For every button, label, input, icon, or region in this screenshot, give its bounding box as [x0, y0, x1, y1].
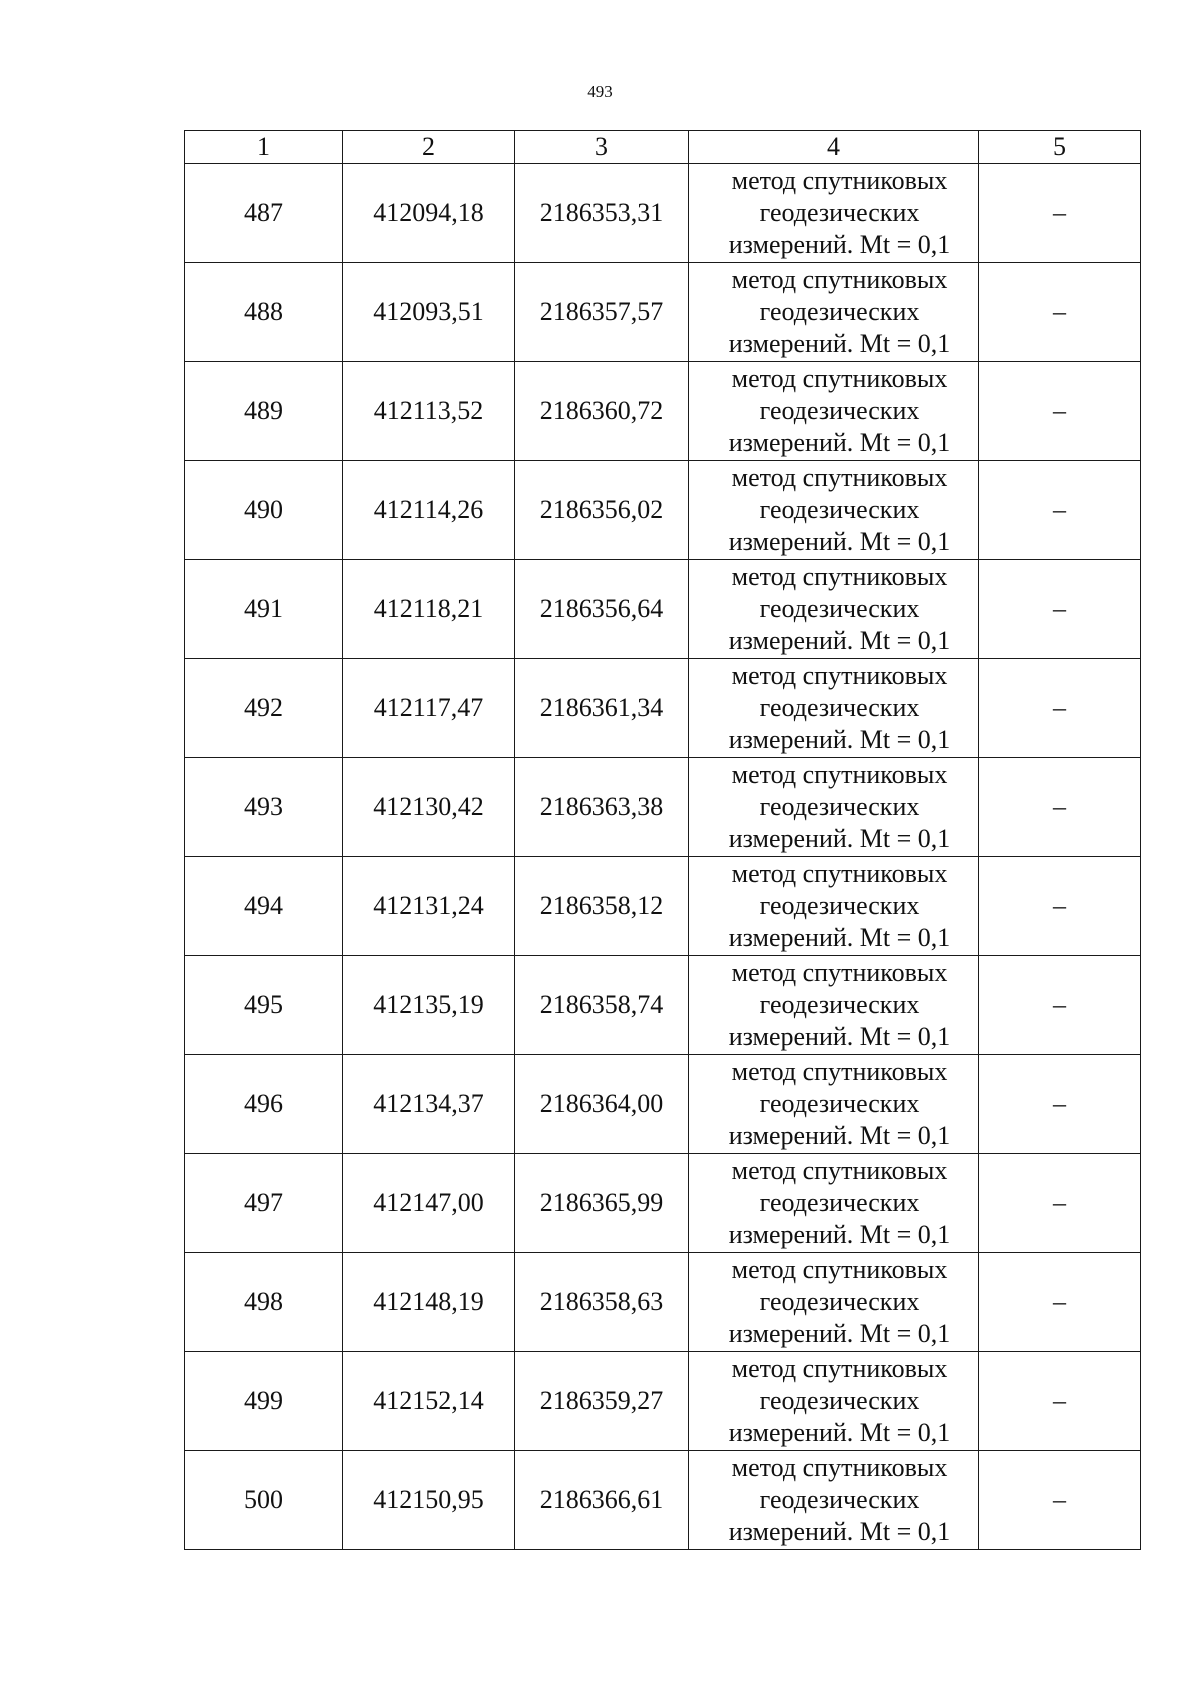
- point-number-cell: 490: [185, 461, 343, 560]
- method-cell: [689, 857, 979, 956]
- method-text-line: геодезических: [759, 792, 920, 821]
- x-coordinate-cell: 412134,37: [343, 1055, 515, 1154]
- method-cell: [689, 758, 979, 857]
- method-text-line: геодезических: [759, 1485, 920, 1514]
- table-row: [185, 560, 1141, 659]
- point-number-cell: 499: [185, 1352, 343, 1451]
- method-text-line: метод спутниковых: [731, 1255, 948, 1284]
- x-coordinate-cell: 412093,51: [343, 263, 515, 362]
- x-coordinate-cell: 412150,95: [343, 1451, 515, 1550]
- point-number-cell: 488: [185, 263, 343, 362]
- table-row: [185, 659, 1141, 758]
- method-text-line: измерений. Mt = 0,1: [728, 1319, 951, 1348]
- note-cell: –: [979, 758, 1141, 857]
- table-row: [185, 263, 1141, 362]
- note-cell: –: [979, 1352, 1141, 1451]
- note-cell: –: [979, 362, 1141, 461]
- method-text-line: метод спутниковых: [731, 1156, 948, 1185]
- table-row: [185, 362, 1141, 461]
- y-coordinate-cell: 2186358,12: [515, 857, 689, 956]
- method-cell: [689, 1352, 979, 1451]
- y-coordinate-cell: 2186363,38: [515, 758, 689, 857]
- x-coordinate-cell: 412135,19: [343, 956, 515, 1055]
- method-text-line: метод спутниковых: [731, 1354, 948, 1383]
- column-header-3: 3: [515, 131, 689, 164]
- method-text-line: геодезических: [759, 693, 920, 722]
- point-number-cell: 495: [185, 956, 343, 1055]
- method-text-line: метод спутниковых: [731, 760, 948, 789]
- table-row: [185, 1352, 1141, 1451]
- method-cell: [689, 362, 979, 461]
- method-text-line: измерений. Mt = 0,1: [728, 824, 951, 853]
- note-cell: –: [979, 560, 1141, 659]
- y-coordinate-cell: 2186358,74: [515, 956, 689, 1055]
- method-cell: [689, 1055, 979, 1154]
- y-coordinate-cell: 2186359,27: [515, 1352, 689, 1451]
- method-text-line: геодезических: [759, 495, 920, 524]
- method-cell: [689, 461, 979, 560]
- table-row: [185, 758, 1141, 857]
- table-row: [185, 1154, 1141, 1253]
- table-body: [185, 131, 1141, 1550]
- table-row: [185, 1451, 1141, 1550]
- method-text-line: измерений. Mt = 0,1: [728, 725, 951, 754]
- point-number-cell: 498: [185, 1253, 343, 1352]
- note-cell: –: [979, 956, 1141, 1055]
- method-text-line: измерений. Mt = 0,1: [728, 1022, 951, 1051]
- method-text-line: метод спутниковых: [731, 661, 948, 690]
- method-cell: [689, 263, 979, 362]
- method-text-line: метод спутниковых: [731, 1453, 948, 1482]
- column-header-4: 4: [689, 131, 979, 164]
- method-text-line: метод спутниковых: [731, 166, 948, 195]
- x-coordinate-cell: 412131,24: [343, 857, 515, 956]
- point-number-cell: 497: [185, 1154, 343, 1253]
- method-text-line: измерений. Mt = 0,1: [728, 329, 951, 358]
- method-cell: [689, 1154, 979, 1253]
- x-coordinate-cell: 412094,18: [343, 164, 515, 263]
- method-cell: [689, 164, 979, 263]
- method-text-line: измерений. Mt = 0,1: [728, 527, 951, 556]
- table-row: [185, 1055, 1141, 1154]
- point-number-cell: 493: [185, 758, 343, 857]
- note-cell: –: [979, 857, 1141, 956]
- x-coordinate-cell: 412117,47: [343, 659, 515, 758]
- method-text-line: метод спутниковых: [731, 859, 948, 888]
- method-cell: [689, 560, 979, 659]
- y-coordinate-cell: 2186360,72: [515, 362, 689, 461]
- method-text-line: геодезических: [759, 198, 920, 227]
- page-number: 493: [587, 82, 613, 101]
- y-coordinate-cell: 2186361,34: [515, 659, 689, 758]
- method-cell: [689, 1451, 979, 1550]
- y-coordinate-cell: 2186365,99: [515, 1154, 689, 1253]
- method-cell: [689, 659, 979, 758]
- table-row: [185, 956, 1141, 1055]
- y-coordinate-cell: 2186366,61: [515, 1451, 689, 1550]
- note-cell: –: [979, 659, 1141, 758]
- method-text-line: метод спутниковых: [731, 463, 948, 492]
- x-coordinate-cell: 412130,42: [343, 758, 515, 857]
- note-cell: –: [979, 1451, 1141, 1550]
- method-text-line: метод спутниковых: [731, 265, 948, 294]
- method-text-line: геодезических: [759, 396, 920, 425]
- method-text-line: геодезических: [759, 1287, 920, 1316]
- method-text-line: измерений. Mt = 0,1: [728, 1220, 951, 1249]
- method-text-line: геодезических: [759, 1188, 920, 1217]
- method-text-line: геодезических: [759, 990, 920, 1019]
- method-text-line: измерений. Mt = 0,1: [728, 626, 951, 655]
- point-number-cell: 494: [185, 857, 343, 956]
- method-text-line: геодезических: [759, 297, 920, 326]
- method-text-line: измерений. Mt = 0,1: [728, 923, 951, 952]
- method-text-line: метод спутниковых: [731, 1057, 948, 1086]
- x-coordinate-cell: 412113,52: [343, 362, 515, 461]
- column-header-2: 2: [343, 131, 515, 164]
- point-number-cell: 489: [185, 362, 343, 461]
- method-text-line: геодезических: [759, 594, 920, 623]
- method-text-line: измерений. Mt = 0,1: [728, 230, 951, 259]
- method-text-line: геодезических: [759, 891, 920, 920]
- x-coordinate-cell: 412147,00: [343, 1154, 515, 1253]
- column-header-1: 1: [185, 131, 343, 164]
- method-text-line: измерений. Mt = 0,1: [728, 428, 951, 457]
- method-text-line: геодезических: [759, 1386, 920, 1415]
- y-coordinate-cell: 2186357,57: [515, 263, 689, 362]
- y-coordinate-cell: 2186364,00: [515, 1055, 689, 1154]
- note-cell: –: [979, 263, 1141, 362]
- method-cell: [689, 1253, 979, 1352]
- note-cell: –: [979, 461, 1141, 560]
- method-text-line: геодезических: [759, 1089, 920, 1118]
- y-coordinate-cell: 2186356,02: [515, 461, 689, 560]
- x-coordinate-cell: 412118,21: [343, 560, 515, 659]
- method-text-line: измерений. Mt = 0,1: [728, 1517, 951, 1546]
- method-text-line: метод спутниковых: [731, 364, 948, 393]
- x-coordinate-cell: 412148,19: [343, 1253, 515, 1352]
- x-coordinate-cell: 412152,14: [343, 1352, 515, 1451]
- note-cell: –: [979, 164, 1141, 263]
- x-coordinate-cell: 412114,26: [343, 461, 515, 560]
- y-coordinate-cell: 2186356,64: [515, 560, 689, 659]
- point-number-cell: 491: [185, 560, 343, 659]
- note-cell: –: [979, 1253, 1141, 1352]
- method-text-line: измерений. Mt = 0,1: [728, 1418, 951, 1447]
- table-row: [185, 857, 1141, 956]
- method-text-line: метод спутниковых: [731, 562, 948, 591]
- point-number-cell: 492: [185, 659, 343, 758]
- table-row: [185, 1253, 1141, 1352]
- y-coordinate-cell: 2186358,63: [515, 1253, 689, 1352]
- method-cell: [689, 956, 979, 1055]
- point-number-cell: 500: [185, 1451, 343, 1550]
- table-header-row: [185, 131, 1141, 164]
- method-text-line: метод спутниковых: [731, 958, 948, 987]
- note-cell: –: [979, 1055, 1141, 1154]
- point-number-cell: 496: [185, 1055, 343, 1154]
- note-cell: –: [979, 1154, 1141, 1253]
- method-text-line: измерений. Mt = 0,1: [728, 1121, 951, 1150]
- table-row: [185, 164, 1141, 263]
- coordinates-table: [184, 130, 1141, 1550]
- y-coordinate-cell: 2186353,31: [515, 164, 689, 263]
- point-number-cell: 487: [185, 164, 343, 263]
- table-row: [185, 461, 1141, 560]
- column-header-5: 5: [979, 131, 1141, 164]
